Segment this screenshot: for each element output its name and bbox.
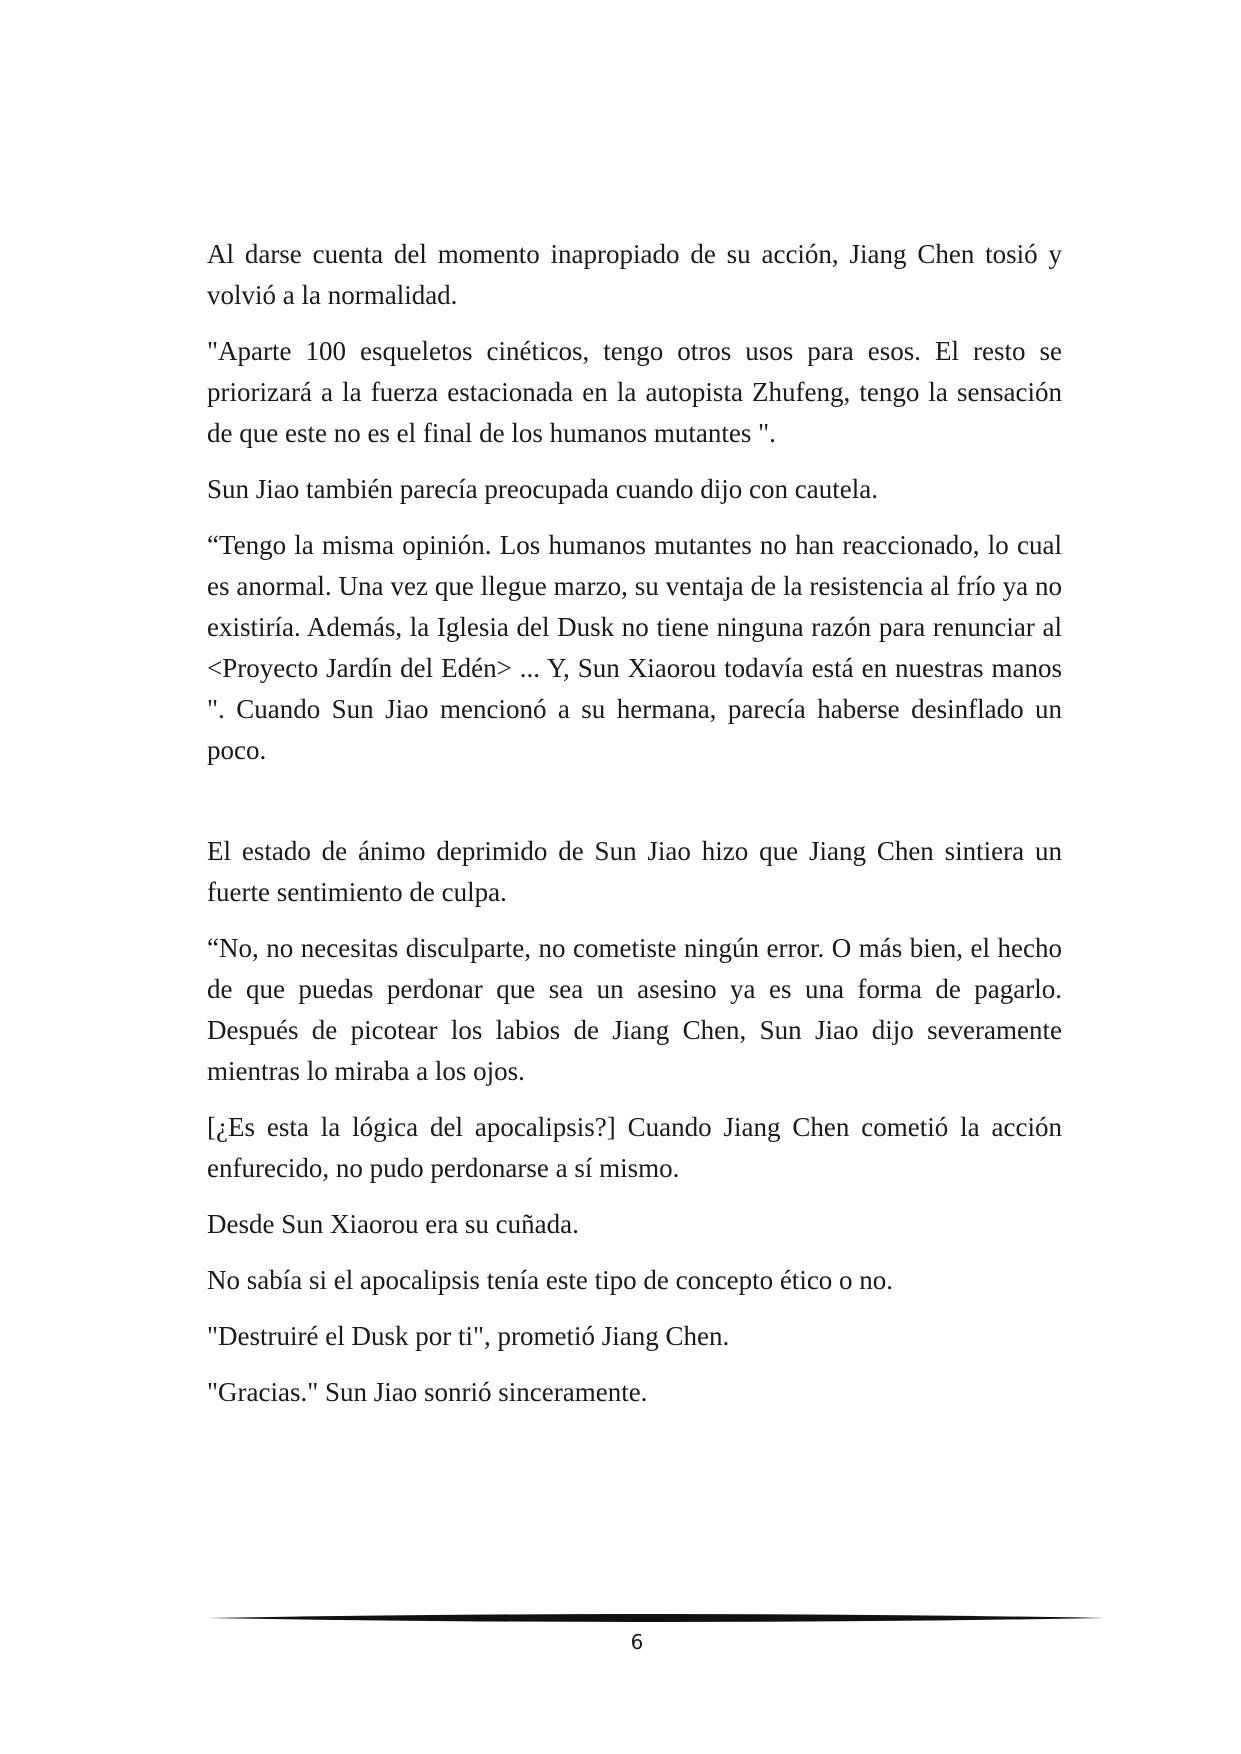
paragraph: "Gracias." Sun Jiao sonrió sinceramente. [207,1377,648,1407]
paragraph: Al darse cuenta del momento inapropiado de su acción, Jiang Chen tosió y volvió a la normalidad. [207,239,1062,310]
page-number: 6 [630,1630,644,1654]
paragraph: "Aparte 100 esqueletos cinéticos, tengo otros usos para esos. El resto se priorizará a la fuerza estacionada en la autopista Zhufeng, tengo la sensación de que este no es el final de los humanos mutantes ". [207,336,1062,448]
paragraph: “Tengo la misma opinión. Los humanos mutantes no han reaccionado, lo cual es anormal. Una vez que llegue marzo, su ventaja de la resistencia al frío ya no existiría. Además, la Iglesia del Dusk no tiene ninguna razón para renunciar al <Proyecto Jardín del Edén> ... Y, Sun Xiaorou todavía está en nuestras manos ". Cuando Sun Jiao mencionó a su hermana, parecía haberse desinflado un poco. [207,530,1062,765]
paragraph: Sun Jiao también parecía preocupada cuando dijo con cautela. [207,474,878,504]
footer-divider [207,1612,1106,1624]
paragraph: El estado de ánimo deprimido de Sun Jiao hizo que Jiang Chen sintiera un fuerte sentimiento de culpa. [207,836,1062,907]
page-body [207,234,1062,1428]
paragraph: [¿Es esta la lógica del apocalipsis?] Cuando Jiang Chen cometió la acción enfurecido, no pudo perdonarse a sí mismo. [207,1112,1062,1183]
paragraph: No sabía si el apocalipsis tenía este tipo de concepto ético o no. [207,1265,894,1295]
paragraph: “No, no necesitas disculparte, no cometiste ningún error. O más bien, el hecho de que puedas perdonar que sea un asesino ya es una forma de pagarlo. Después de picotear los labios de Jiang Chen, Sun Jiao dijo severamente mientras lo miraba a los ojos. [207,933,1062,1086]
paragraph: Desde Sun Xiaorou era su cuñada. [207,1209,579,1239]
paragraph: "Destruiré el Dusk por ti", prometió Jiang Chen. [207,1321,730,1351]
